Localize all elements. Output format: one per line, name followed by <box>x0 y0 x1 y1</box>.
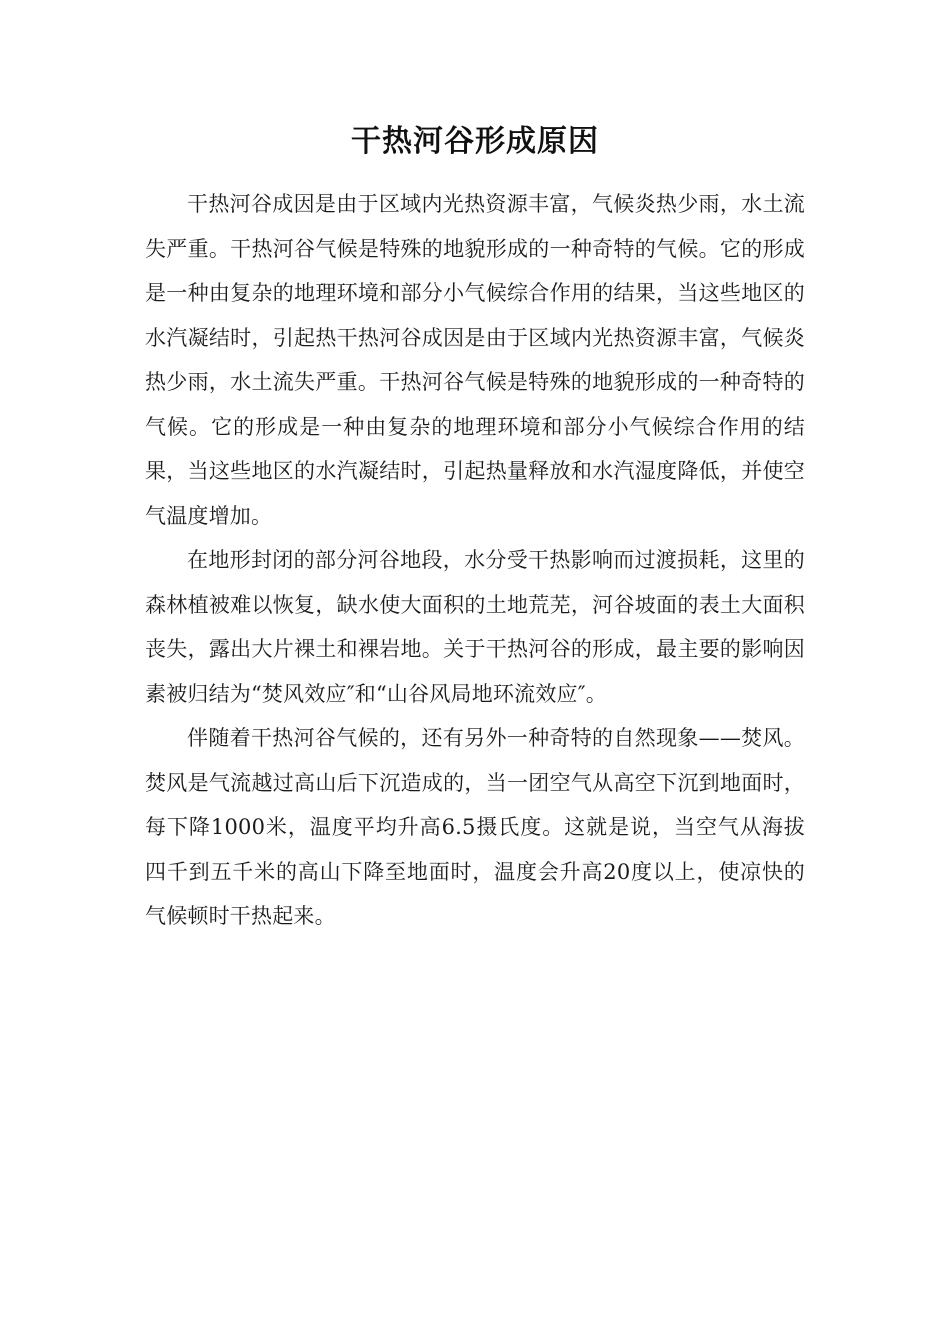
paragraph-1: 干热河谷成因是由于区域内光热资源丰富，气候炎热少雨，水土流失严重。干热河谷气候是特殊的地貌形成的一种奇特的气候。它的形成是一种由复杂的地理环境和部分小气候综合作用的结果，当这些地区的水汽凝结时，引起热干热河谷成因是由于区域内光热资源丰富，气候炎热少雨，水土流失严重。干热河谷气候是特殊的地貌形成的一种奇特的气候。它的形成是一种由复杂的地理环境和部分小气候综合作用的结果，当这些地区的水汽凝结时，引起热量释放和水汽湿度降低，并使空气温度增加。 <box>145 192 805 528</box>
paragraph-3: 伴随着干热河谷气候的，还有另外一种奇特的自然现象——焚风。焚风是气流越过高山后下沉造成的，当一团空气从高空下沉到地面时，每下降1000米，温度平均升高6.5摄氏度。这就是说，当空气从海拔四千到五千米的高山下降至地面时，温度会升高20度以上，使凉快的气候顿时干热起来。 <box>145 726 805 928</box>
document-title: 干热河谷形成原因 <box>351 124 599 159</box>
document-body <box>145 182 805 939</box>
paragraph-2: 在地形封闭的部分河谷地段，水分受干热影响而过渡损耗，这里的森林植被难以恢复，缺水使大面积的土地荒芜，河谷坡面的表土大面积丧失，露出大片裸土和裸岩地。关于干热河谷的形成，最主要的影响因素被归结为“焚风效应″和“山谷风局地环流效应″。 <box>145 548 805 706</box>
